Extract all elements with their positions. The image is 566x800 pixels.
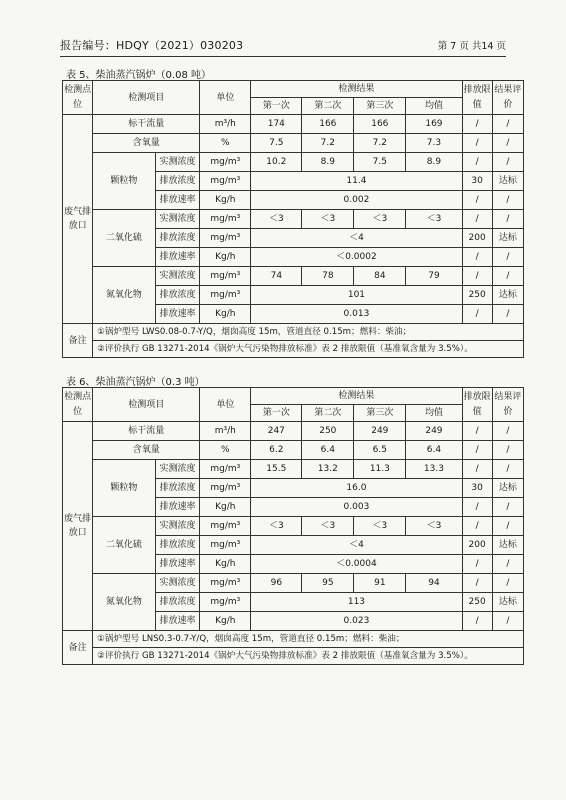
page-number: 第 7 页 共14 页 — [437, 41, 506, 52]
std-flow-value: 249 — [354, 422, 406, 441]
pm-measured-value: 13.3 — [406, 460, 462, 479]
oxygen-value: 6.4 — [302, 441, 354, 460]
header-row — [63, 388, 524, 405]
nox-eval: 达标 — [492, 593, 523, 612]
so2-emission-conc: ＜4 — [251, 229, 462, 248]
pm-eval: 达标 — [492, 479, 523, 498]
so2-measured-value: ＜3 — [251, 517, 302, 536]
header-limit: 排放限值 — [462, 81, 492, 115]
emission-rate-label: 排放速率 — [155, 248, 200, 267]
std-flow-value: 247 — [251, 422, 302, 441]
nox-measured-value: / — [492, 267, 523, 286]
table6-caption: 表 6、柴油蒸汽锅炉（0.3 吨） — [66, 377, 205, 388]
header-unit: 单位 — [200, 81, 251, 115]
unit-cell: mg/m³ — [200, 574, 251, 593]
note-line-1: ①锅炉型号 LNS0.3-0.7-Y/Q，烟囱高度 15m，管道直径 0.15m；燃料：柴油； — [93, 631, 524, 648]
unit-cell: Kg/h — [200, 248, 251, 267]
unit-cell: Kg/h — [200, 191, 251, 210]
table-row — [63, 115, 524, 134]
table-row — [63, 210, 524, 229]
so2-eval: 达标 — [492, 229, 523, 248]
nox-emission-rate: 0.023 — [251, 612, 462, 631]
nox-emission-conc: 101 — [251, 286, 462, 305]
emission-rate-label: 排放速率 — [155, 305, 200, 324]
measured-label: 实测浓度 — [155, 210, 200, 229]
header-results: 检测结果 — [251, 388, 462, 405]
header-item: 检测项目 — [93, 388, 200, 422]
unit-cell: m³/h — [200, 115, 251, 134]
oxygen-value: 7.2 — [302, 134, 354, 153]
unit-cell: m³/h — [200, 422, 251, 441]
header-unit: 单位 — [200, 388, 251, 422]
so2-measured-value: ＜3 — [354, 210, 406, 229]
outlet-label: 废气排放口 — [63, 115, 93, 324]
pm-measured-value: 13.2 — [302, 460, 354, 479]
table-row — [63, 267, 524, 286]
so2-rate-eval: / — [492, 555, 523, 574]
nox-measured-value: / — [462, 574, 492, 593]
table-row — [63, 517, 524, 536]
header-third: 第三次 — [354, 98, 406, 115]
oxygen-value: 7.2 — [354, 134, 406, 153]
pm-rate-limit: / — [462, 498, 492, 517]
nox-measured-value: 84 — [354, 267, 406, 286]
unit-cell: mg/m³ — [200, 536, 251, 555]
unit-cell: Kg/h — [200, 612, 251, 631]
header-point: 检测点位 — [63, 81, 93, 115]
header-first: 第一次 — [251, 405, 302, 422]
measured-label: 实测浓度 — [155, 460, 200, 479]
std-flow-value: / — [462, 115, 492, 134]
nox-emission-rate: 0.013 — [251, 305, 462, 324]
pm-measured-value: 11.3 — [354, 460, 406, 479]
oxygen-value: / — [492, 134, 523, 153]
pm-emission-conc: 11.4 — [251, 172, 462, 191]
std-flow-value: 169 — [406, 115, 462, 134]
note-label: 备注 — [63, 324, 93, 358]
note-row — [63, 648, 524, 665]
emission-rate-label: 排放速率 — [155, 498, 200, 517]
so2-label: 二氧化硫 — [93, 517, 155, 574]
so2-measured-value: ＜3 — [302, 517, 354, 536]
pm-measured-value: 10.2 — [251, 153, 302, 172]
table-row — [63, 134, 524, 153]
header-eval: 结果评价 — [492, 81, 523, 115]
so2-rate-eval: / — [492, 248, 523, 267]
std-flow-value: / — [492, 422, 523, 441]
report-number: 报告编号：HDQY（2021）030203 — [60, 39, 244, 52]
note-label: 备注 — [63, 631, 93, 665]
pm-measured-value: / — [462, 460, 492, 479]
unit-cell: mg/m³ — [200, 286, 251, 305]
nox-measured-value: 91 — [354, 574, 406, 593]
nox-measured-value: 94 — [406, 574, 462, 593]
table-row — [63, 441, 524, 460]
table-row — [63, 153, 524, 172]
std-flow-value: 166 — [302, 115, 354, 134]
so2-emission-rate: ＜0.0002 — [251, 248, 462, 267]
std-flow-label: 标干流量 — [93, 422, 200, 441]
note-row — [63, 341, 524, 358]
header-limit: 排放限值 — [462, 388, 492, 422]
pm-measured-value: 8.9 — [302, 153, 354, 172]
unit-cell: % — [200, 441, 251, 460]
unit-cell: mg/m³ — [200, 593, 251, 612]
std-flow-value: 174 — [251, 115, 302, 134]
pm-label: 颗粒物 — [93, 153, 155, 210]
nox-measured-value: 78 — [302, 267, 354, 286]
unit-cell: mg/m³ — [200, 479, 251, 498]
unit-cell: mg/m³ — [200, 229, 251, 248]
emission-rate-label: 排放速率 — [155, 191, 200, 210]
table-row — [63, 574, 524, 593]
so2-measured-value: / — [492, 517, 523, 536]
pm-limit: 30 — [462, 172, 492, 191]
table6 — [62, 387, 524, 665]
oxygen-value: 6.2 — [251, 441, 302, 460]
nox-limit: 250 — [462, 286, 492, 305]
nox-limit: 250 — [462, 593, 492, 612]
nox-measured-value: 74 — [251, 267, 302, 286]
unit-cell: mg/m³ — [200, 210, 251, 229]
pm-limit: 30 — [462, 479, 492, 498]
std-flow-value: / — [492, 115, 523, 134]
emission-conc-label: 排放浓度 — [155, 479, 200, 498]
unit-cell: mg/m³ — [200, 460, 251, 479]
oxygen-label: 含氧量 — [93, 441, 200, 460]
header-eval: 结果评价 — [492, 388, 523, 422]
nox-measured-value: 95 — [302, 574, 354, 593]
oxygen-value: / — [462, 441, 492, 460]
emission-conc-label: 排放浓度 — [155, 172, 200, 191]
note-line-1: ①锅炉型号 LWS0.08-0.7-Y/Q，烟囱高度 15m，管道直径 0.15m；燃料：柴油； — [93, 324, 524, 341]
nox-rate-limit: / — [462, 612, 492, 631]
emission-conc-label: 排放浓度 — [155, 286, 200, 305]
emission-rate-label: 排放速率 — [155, 612, 200, 631]
nox-emission-conc: 113 — [251, 593, 462, 612]
outlet-label: 废气排放口 — [63, 422, 93, 631]
oxygen-value: 6.5 — [354, 441, 406, 460]
header-second: 第二次 — [302, 98, 354, 115]
so2-limit: 200 — [462, 229, 492, 248]
pm-measured-value: / — [492, 460, 523, 479]
pm-emission-rate: 0.003 — [251, 498, 462, 517]
unit-cell: % — [200, 134, 251, 153]
table5 — [62, 80, 524, 358]
unit-cell: mg/m³ — [200, 267, 251, 286]
unit-cell: Kg/h — [200, 305, 251, 324]
so2-rate-limit: / — [462, 555, 492, 574]
oxygen-value: / — [462, 134, 492, 153]
oxygen-value: 7.3 — [406, 134, 462, 153]
unit-cell: Kg/h — [200, 498, 251, 517]
std-flow-value: 166 — [354, 115, 406, 134]
so2-measured-value: / — [462, 210, 492, 229]
note-line-2: ②评价执行 GB 13271-2014《锅炉大气污染物排放标准》表 2 排放限值（基准氧含量为 3.5%）。 — [93, 341, 524, 358]
header-first: 第一次 — [251, 98, 302, 115]
pm-measured-value: 8.9 — [406, 153, 462, 172]
std-flow-value: 249 — [406, 422, 462, 441]
note-row — [63, 631, 524, 648]
so2-measured-value: / — [492, 210, 523, 229]
note-row — [63, 324, 524, 341]
pm-measured-value: / — [462, 153, 492, 172]
nox-rate-eval: / — [492, 305, 523, 324]
pm-emission-rate: 0.002 — [251, 191, 462, 210]
note-line-2: ②评价执行 GB 13271-2014《锅炉大气污染物排放标准》表 2 排放限值（基准氧含量为 3.5%）。 — [93, 648, 524, 665]
pm-emission-conc: 16.0 — [251, 479, 462, 498]
so2-limit: 200 — [462, 536, 492, 555]
so2-label: 二氧化硫 — [93, 210, 155, 267]
std-flow-label: 标干流量 — [93, 115, 200, 134]
pm-rate-eval: / — [492, 191, 523, 210]
so2-measured-value: ＜3 — [406, 517, 462, 536]
oxygen-value: / — [492, 441, 523, 460]
emission-conc-label: 排放浓度 — [155, 536, 200, 555]
unit-cell: mg/m³ — [200, 153, 251, 172]
measured-label: 实测浓度 — [155, 517, 200, 536]
table-row — [63, 422, 524, 441]
header-results: 检测结果 — [251, 81, 462, 98]
std-flow-value: 250 — [302, 422, 354, 441]
nox-label: 氮氧化物 — [93, 267, 155, 324]
nox-eval: 达标 — [492, 286, 523, 305]
pm-rate-eval: / — [492, 498, 523, 517]
pm-measured-value: 15.5 — [251, 460, 302, 479]
nox-measured-value: 96 — [251, 574, 302, 593]
oxygen-value: 7.5 — [251, 134, 302, 153]
so2-measured-value: ＜3 — [354, 517, 406, 536]
header-point: 检测点位 — [63, 388, 93, 422]
unit-cell: mg/m³ — [200, 517, 251, 536]
so2-rate-limit: / — [462, 248, 492, 267]
so2-emission-conc: ＜4 — [251, 536, 462, 555]
header-rule — [60, 56, 506, 57]
nox-label: 氮氧化物 — [93, 574, 155, 631]
unit-cell: Kg/h — [200, 555, 251, 574]
so2-measured-value: ＜3 — [406, 210, 462, 229]
pm-eval: 达标 — [492, 172, 523, 191]
emission-conc-label: 排放浓度 — [155, 593, 200, 612]
oxygen-label: 含氧量 — [93, 134, 200, 153]
measured-label: 实测浓度 — [155, 574, 200, 593]
so2-measured-value: ＜3 — [251, 210, 302, 229]
emission-conc-label: 排放浓度 — [155, 229, 200, 248]
header-third: 第三次 — [354, 405, 406, 422]
nox-measured-value: / — [492, 574, 523, 593]
unit-cell: mg/m³ — [200, 172, 251, 191]
pm-measured-value: 7.5 — [354, 153, 406, 172]
so2-measured-value: ＜3 — [302, 210, 354, 229]
nox-measured-value: / — [462, 267, 492, 286]
header-avg: 均值 — [406, 98, 462, 115]
so2-eval: 达标 — [492, 536, 523, 555]
table5-caption: 表 5、柴油蒸汽锅炉（0.08 吨） — [66, 70, 211, 81]
std-flow-value: / — [462, 422, 492, 441]
nox-measured-value: 79 — [406, 267, 462, 286]
measured-label: 实测浓度 — [155, 153, 200, 172]
oxygen-value: 6.4 — [406, 441, 462, 460]
nox-rate-limit: / — [462, 305, 492, 324]
pm-rate-limit: / — [462, 191, 492, 210]
emission-rate-label: 排放速率 — [155, 555, 200, 574]
measured-label: 实测浓度 — [155, 267, 200, 286]
pm-label: 颗粒物 — [93, 460, 155, 517]
table-row — [63, 460, 524, 479]
page-header — [60, 37, 506, 53]
pm-measured-value: / — [492, 153, 523, 172]
header-avg: 均值 — [406, 405, 462, 422]
so2-measured-value: / — [462, 517, 492, 536]
header-row — [63, 81, 524, 98]
header-item: 检测项目 — [93, 81, 200, 115]
nox-rate-eval: / — [492, 612, 523, 631]
header-second: 第二次 — [302, 405, 354, 422]
so2-emission-rate: ＜0.0004 — [251, 555, 462, 574]
